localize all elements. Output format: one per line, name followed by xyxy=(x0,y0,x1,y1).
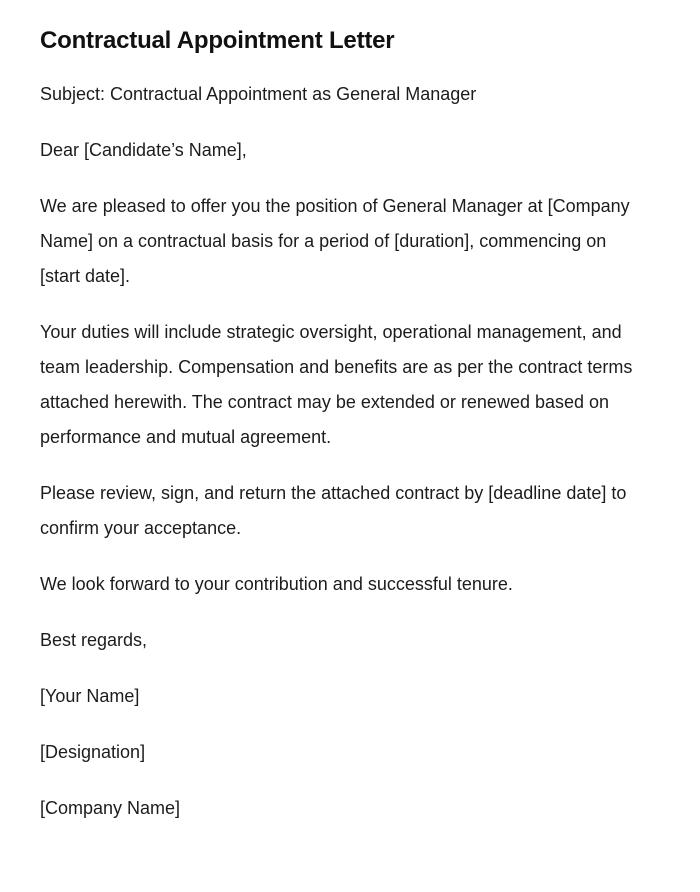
offer-paragraph: We are pleased to offer you the position of General Manager at [Company Name] on a contractual basis for a period of [duration], commencing on [start date]. xyxy=(40,196,630,286)
subject-line: Subject: Contractual Appointment as General Manager xyxy=(40,84,477,104)
page-title: Contractual Appointment Letter xyxy=(40,27,395,54)
acceptance-paragraph: Please review, sign, and return the attached contract by [deadline date] to confirm your acceptance. xyxy=(40,483,627,538)
sender-name-placeholder: [Your Name] xyxy=(40,686,140,706)
salutation: Dear [Candidate’s Name], xyxy=(40,140,247,160)
sender-company-placeholder: [Company Name] xyxy=(40,798,181,818)
closing-paragraph: We look forward to your contribution and successful tenure. xyxy=(40,574,513,594)
sign-off: Best regards, xyxy=(40,630,148,650)
letter-body xyxy=(40,77,644,826)
sender-designation-placeholder: [Designation] xyxy=(40,742,146,762)
duties-paragraph: Your duties will include strategic oversight, operational management, and team leadership. Compensation and benefits are as per the contract terms attached herewith. The contract may be extended or renewed based on performance and mutual agreement. xyxy=(40,322,633,447)
